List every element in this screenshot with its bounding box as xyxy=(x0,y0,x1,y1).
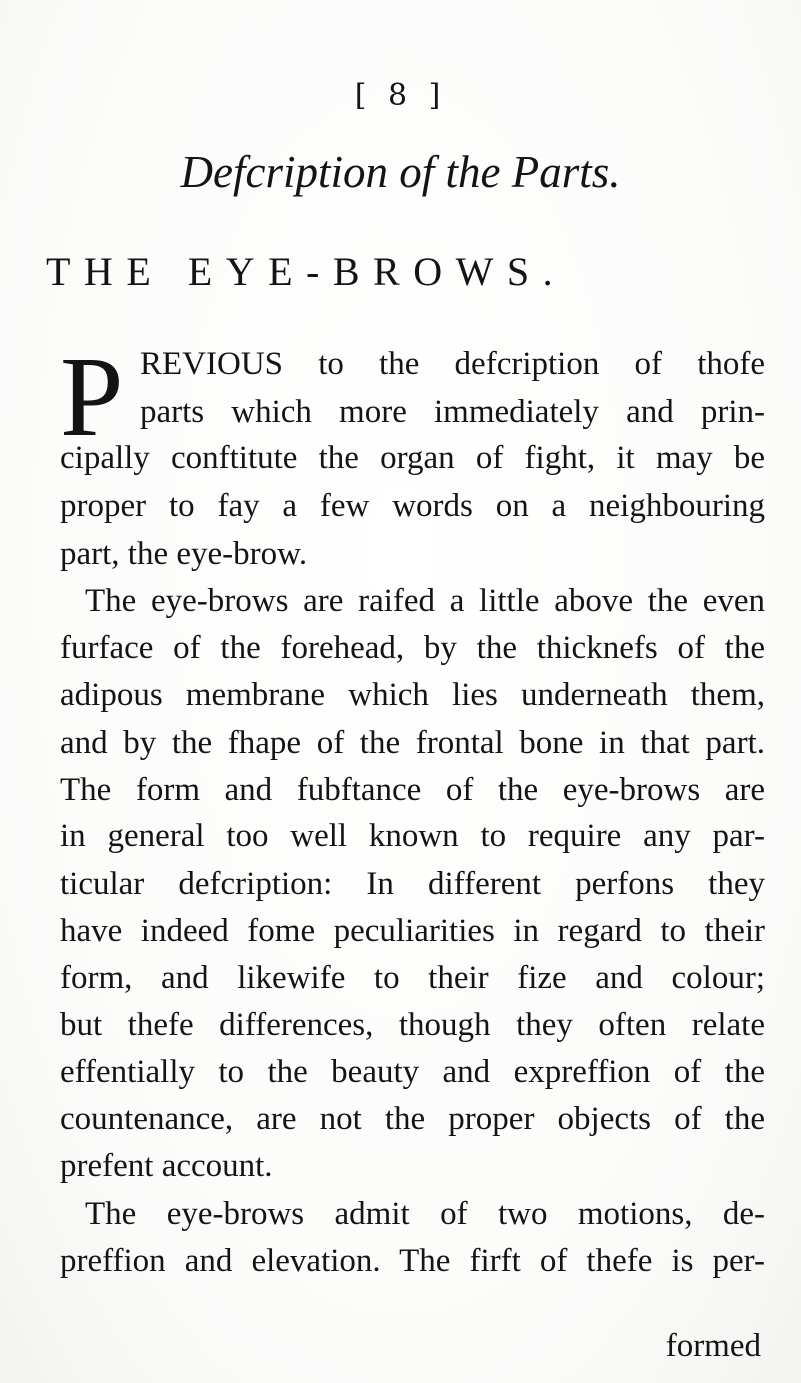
text-line: in general too well known to require any par- xyxy=(60,818,765,854)
text-line: adipous membrane which lies underneath them, xyxy=(60,677,765,713)
catchword: formed xyxy=(665,1328,761,1364)
section-title: Defcription of the Parts. xyxy=(180,147,621,197)
page-number: [ 8 ] xyxy=(354,78,447,113)
text-line: have indeed fome peculiarities in regard to their xyxy=(60,913,765,949)
text-line: effentially to the beauty and expreffion of the xyxy=(60,1054,765,1090)
text-line: form, and likewife to their fize and colour; xyxy=(60,960,765,996)
text-line: prefent account. xyxy=(60,1148,273,1184)
text-line: and by the fhape of the frontal bone in that part. xyxy=(60,725,765,761)
text-line: preffion and elevation. The firft of thefe is per- xyxy=(60,1243,765,1279)
text-line: ticular defcription: In different perfons they xyxy=(60,866,765,902)
text-line: but thefe differences, though they often relate xyxy=(60,1007,765,1043)
text-line: countenance, are not the proper objects of the xyxy=(60,1101,765,1137)
text-line: proper to fay a few words on a neighbouring xyxy=(60,488,765,524)
chapter-heading: THE EYE-BROWS. xyxy=(46,249,567,294)
text-line: The eye-brows admit of two motions, de- xyxy=(85,1196,765,1232)
text-line: cipally conftitute the organ of fight, it may be xyxy=(60,440,765,476)
text-line: parts which more immediately and prin- xyxy=(140,394,765,430)
text-line: part, the eye-brow. xyxy=(60,536,308,572)
text-line: The eye-brows are raifed a little above the even xyxy=(85,583,765,619)
drop-cap: P xyxy=(60,333,124,460)
text-line: furface of the forehead, by the thicknefs of the xyxy=(60,630,765,666)
text-line: The form and fubftance of the eye-brows are xyxy=(60,772,765,808)
text-line: REVIOUS to the defcription of thofe xyxy=(140,346,765,382)
